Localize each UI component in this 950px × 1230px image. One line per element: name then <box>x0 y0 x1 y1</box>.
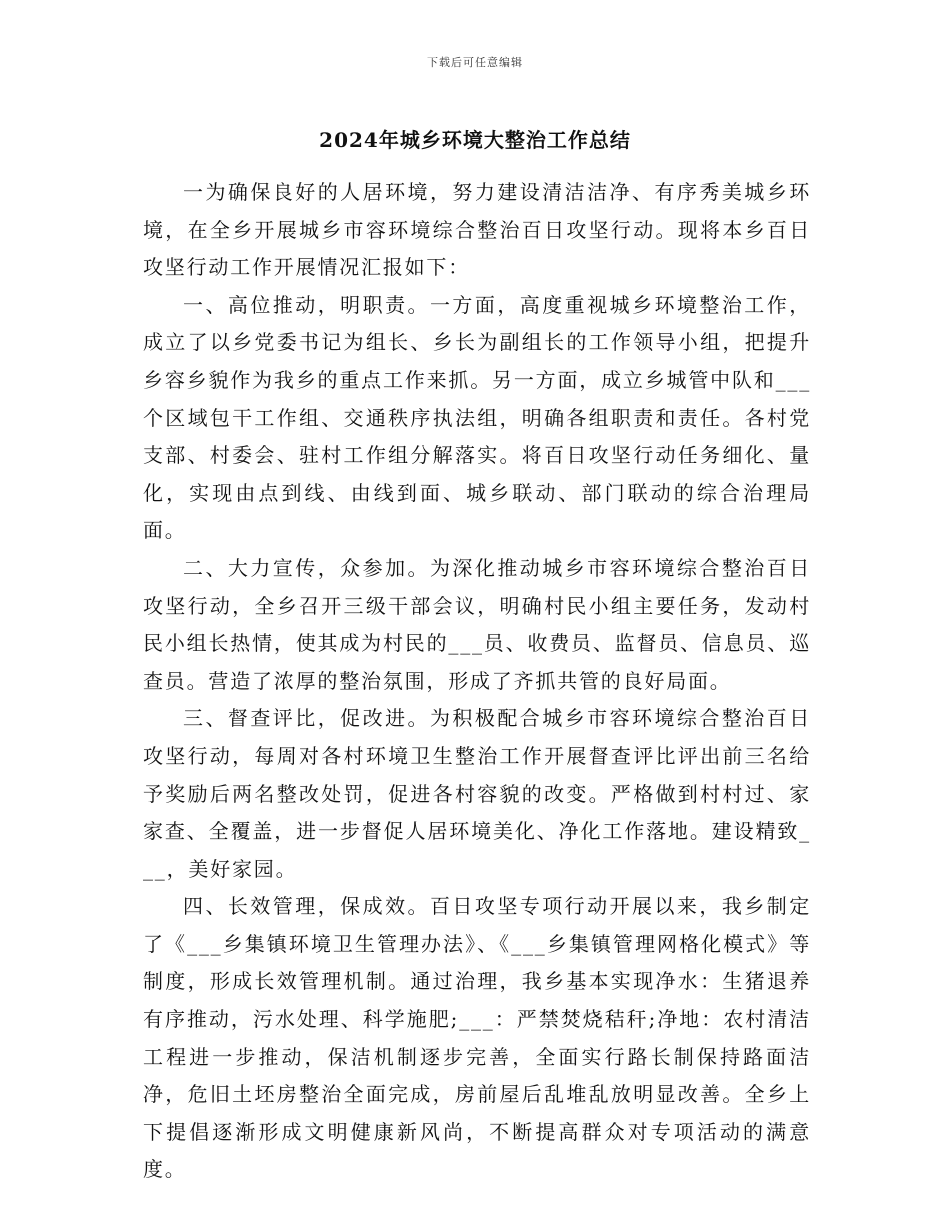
paragraph-intro: 一为确保良好的人居环境，努力建设清洁洁净、有序秀美城乡环境，在全乡开展城乡市容环境综合整治百日攻坚行动。现将本乡百日攻坚行动工作开展情况汇报如下： <box>143 180 811 280</box>
paragraph-section-3: 三、督查评比，促改进。为积极配合城乡市容环境综合整治百日攻坚行动，每周对各村环境卫生整治工作开展督查评比评出前三名给予奖励后两名整改处罚，促进各村容貌的改变。严格做到村村过、家家查、全覆盖，进一步督促人居环境美化、净化工作落地。建设精致___，美好家园。 <box>143 706 811 881</box>
page-header-note: 下载后可任意编辑 <box>427 56 523 69</box>
paragraph-section-1: 一、高位推动，明职责。一方面，高度重视城乡环境整治工作，成立了以乡党委书记为组长、乡长为副组长的工作领导小组，把提升乡容乡貌作为我乡的重点工作来抓。另一方面，成立乡城管中队和___个区域包干工作组、交通秩序执法组，明确各组职责和责任。各村党支部、村委会、驻村工作组分解落实。将百日攻坚行动任务细化、量化，实现由点到线、由线到面、城乡联动、部门联动的综合治理局面。 <box>143 292 811 543</box>
paragraph-section-2: 二、大力宣传，众参加。为深化推动城乡市容环境综合整治百日攻坚行动，全乡召开三级干部会议，明确村民小组主要任务，发动村民小组长热情，使其成为村民的___员、收费员、监督员、信息员、巡查员。营造了浓厚的整治氛围，形成了齐抓共管的良好局面。 <box>143 555 811 693</box>
document-body <box>143 174 811 1189</box>
document-title: 2024年城乡环境大整治工作总结 <box>319 128 631 152</box>
paragraph-section-4: 四、长效管理，保成效。百日攻坚专项行动开展以来，我乡制定了《___乡集镇环境卫生管理办法》、《___乡集镇管理网格化模式》等制度，形成长效管理机制。通过治理，我乡基本实现净水：生猪退养有序推动，污水处理、科学施肥;___：严禁焚烧秸秆;净地：农村清洁工程进一步推动，保洁机制逐步完善，全面实行路长制保持路面洁净，危旧土坯房整治全面完成，房前屋后乱堆乱放明显改善。全乡上下提倡逐渐形成文明健康新风尚，不断提高群众对专项活动的满意度。 <box>143 894 811 1182</box>
